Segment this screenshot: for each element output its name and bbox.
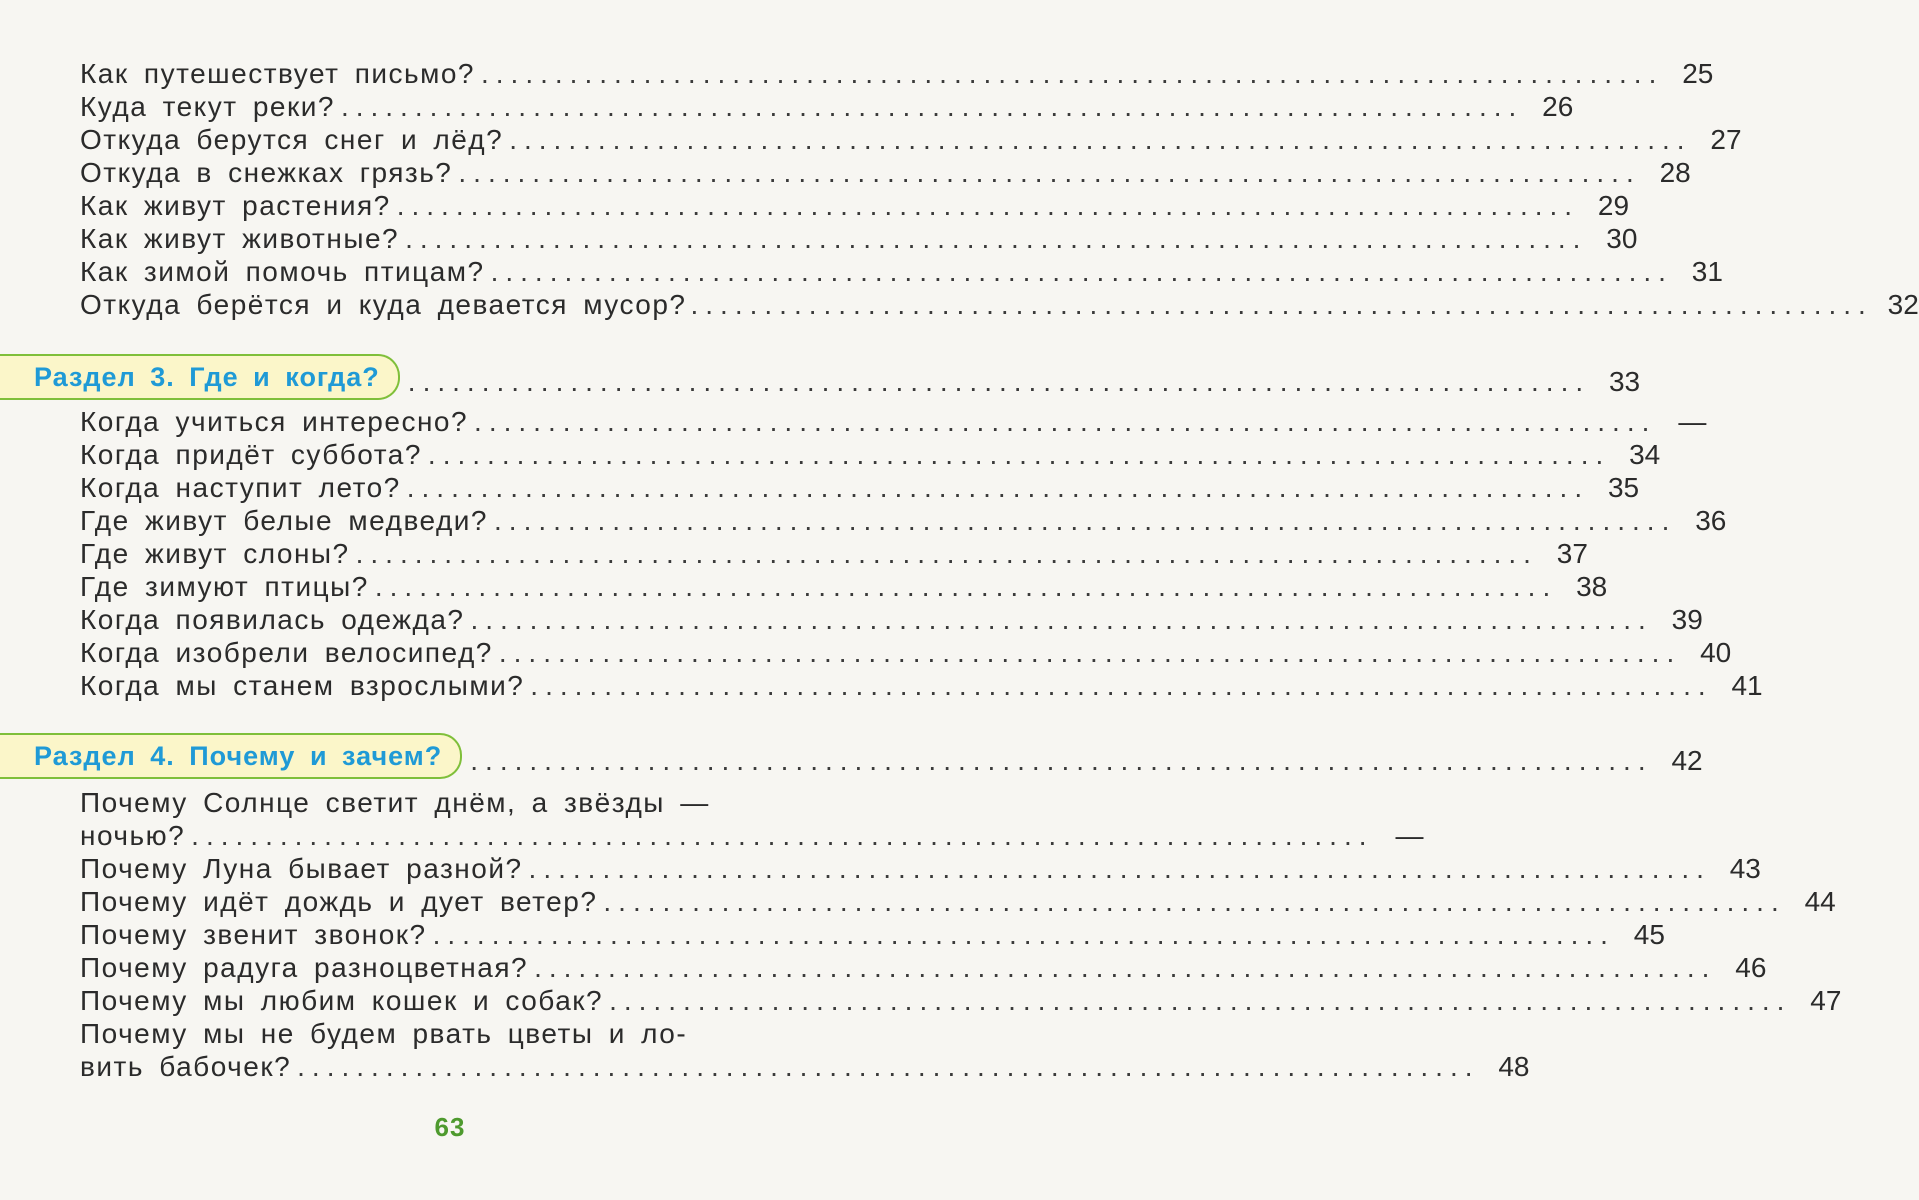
toc-entry-title: Когда появилась одежда?	[80, 604, 465, 635]
toc-entry-title: Где живут белые медведи?	[80, 505, 489, 536]
toc-entry-page: 35	[1607, 472, 1640, 503]
dot-leader: ................................................................................	[340, 91, 1524, 122]
toc-entry-page: 27	[1710, 124, 1742, 155]
dot-leader: ................................................................................	[355, 538, 1538, 569]
dot-leader: ................................................................................	[498, 637, 1682, 668]
section-3-title: Раздел 3. Где и когда?	[0, 354, 400, 400]
toc-entry-page: 44	[1804, 886, 1836, 917]
dot-leader: ................................................................................	[458, 157, 1641, 188]
toc-entry	[80, 919, 1665, 951]
toc-entry	[80, 439, 1661, 471]
toc-entry-title: ночью?	[80, 820, 186, 851]
toc-entry-title: Откуда берутся снег и лёд?	[80, 124, 504, 155]
toc-entry	[80, 91, 1574, 123]
toc-entry	[80, 124, 1742, 156]
dot-leader: ................................................................................	[297, 1051, 1480, 1082]
toc-entry	[80, 505, 1727, 537]
dot-leader: ................................................................................	[603, 886, 1786, 917]
toc-entry-page: —	[1395, 820, 1424, 851]
toc-entry-title: Когда наступит лето?	[80, 472, 401, 503]
toc-entry-first-line	[80, 787, 788, 819]
section-4-page: 42	[1671, 745, 1703, 776]
toc-entry-title: Как живут растения?	[80, 190, 391, 221]
toc-entry-title: Откуда в снежках грязь?	[80, 157, 453, 188]
dot-leader: ................................................................................	[534, 952, 1717, 983]
dot-leader: ................................................................................	[509, 124, 1692, 155]
dot-leader: ................................................................................	[481, 58, 1664, 89]
section-3-header	[0, 355, 1641, 399]
toc-entry-page: 26	[1542, 91, 1574, 122]
toc-entry-page: 36	[1695, 505, 1727, 536]
toc-entry-page: 43	[1729, 853, 1761, 884]
toc-entry-title: Почему мы не будем рвать цветы и ло-	[80, 1018, 688, 1049]
dot-leader: ................................................................................	[530, 670, 1713, 701]
toc-entry-page: 48	[1498, 1051, 1530, 1082]
toc-entry-page: 34	[1629, 439, 1661, 470]
toc-entry-page: 41	[1731, 670, 1763, 701]
toc-entry	[80, 571, 1608, 603]
toc-entry	[80, 1051, 1530, 1083]
toc-entry-title: Почему Солнце светит днём, а звёзды —	[80, 787, 710, 818]
section-3-page: 33	[1608, 366, 1641, 397]
toc-entry-page: 46	[1735, 952, 1767, 983]
toc-entry-title: Где зимуют птицы?	[80, 571, 369, 602]
toc-entry	[80, 223, 1638, 255]
toc-entry-title: Когда учиться интересно?	[80, 406, 469, 437]
dot-leader: ................................................................................	[690, 289, 1873, 320]
toc-entry-title: Почему звенит звонок?	[80, 919, 427, 950]
toc-entry-first-line	[80, 1018, 788, 1050]
toc-entry	[80, 820, 1424, 852]
toc-entry	[80, 472, 1640, 504]
toc-entry-title: Как путешествует письмо?	[80, 58, 475, 89]
dot-leader: ................................................................................	[374, 571, 1558, 602]
toc-entry-title: Откуда берётся и куда девается мусор?	[80, 289, 687, 320]
dot-leader: ................................................................................	[427, 439, 1611, 470]
toc-entry-title: Где живут слоны?	[80, 538, 350, 569]
toc-entry	[80, 952, 1767, 984]
toc-entry-title: Почему Луна бывает разной?	[80, 853, 523, 884]
toc-entry-title: Когда придёт суббота?	[80, 439, 422, 470]
dot-leader: ................................................................................	[490, 256, 1673, 287]
dot-leader: ................................................................................	[470, 745, 1653, 776]
dot-leader: ................................................................................	[407, 366, 1591, 397]
toc-entry	[80, 670, 1763, 702]
toc-entry-title: Почему идёт дождь и дует ветер?	[80, 886, 598, 917]
toc-entry-page: 29	[1597, 190, 1630, 221]
toc-entry	[80, 853, 1761, 885]
toc-entry	[80, 289, 1919, 321]
dot-leader: ................................................................................	[494, 505, 1677, 536]
dot-leader: ................................................................................	[474, 406, 1657, 437]
toc-entry-page: 37	[1556, 538, 1588, 569]
toc-entry	[80, 406, 1707, 438]
toc-entry-page: 45	[1633, 919, 1665, 950]
toc-entry-page: 38	[1576, 571, 1608, 602]
toc-entry	[80, 886, 1836, 918]
toc-entry-page: 30	[1606, 223, 1638, 254]
dot-leader: ................................................................................	[405, 223, 1588, 254]
dot-leader: ................................................................................	[396, 190, 1580, 221]
toc-entry-title: Как живут животные?	[80, 223, 400, 254]
toc-entry-title: Почему радуга разноцветная?	[80, 952, 529, 983]
dot-leader: ................................................................................	[470, 604, 1653, 635]
toc-entry	[80, 157, 1691, 189]
toc-entry-page: 28	[1659, 157, 1691, 188]
section-4-title: Раздел 4. Почему и зачем?	[0, 733, 462, 779]
dot-leader: ................................................................................	[609, 985, 1792, 1016]
dot-leader: ................................................................................	[191, 820, 1374, 851]
toc-entry-title: Куда текут реки?	[80, 91, 335, 122]
toc-entry-title: Как зимой помочь птицам?	[80, 256, 485, 287]
toc-entry	[80, 190, 1630, 222]
dot-leader: ................................................................................	[432, 919, 1615, 950]
toc-entry	[80, 637, 1732, 669]
toc-entry-title: Почему мы любим кошек и собак?	[80, 985, 604, 1016]
toc-entry-page: 39	[1671, 604, 1703, 635]
toc-entry-page: 47	[1810, 985, 1842, 1016]
toc-entry-page: 40	[1700, 637, 1732, 668]
toc-entry	[80, 58, 1714, 90]
toc-entry-title: Когда мы станем взрослыми?	[80, 670, 525, 701]
dot-leader: ................................................................................	[528, 853, 1711, 884]
section-4-header	[0, 734, 1703, 778]
toc-entry	[80, 256, 1723, 288]
toc-entry	[80, 538, 1588, 570]
toc-entry-title: Когда изобрели велосипед?	[80, 637, 493, 668]
toc-entry-page: 25	[1682, 58, 1714, 89]
dot-leader: ................................................................................	[406, 472, 1590, 503]
toc-entry	[80, 604, 1703, 636]
toc-entry	[80, 985, 1842, 1017]
toc-entry-page: —	[1678, 406, 1707, 437]
toc-entry-page: 32	[1887, 289, 1919, 320]
toc-entry-page: 31	[1691, 256, 1723, 287]
page-number: 63	[434, 1112, 466, 1142]
toc-entry-title: вить бабочек?	[80, 1051, 292, 1082]
